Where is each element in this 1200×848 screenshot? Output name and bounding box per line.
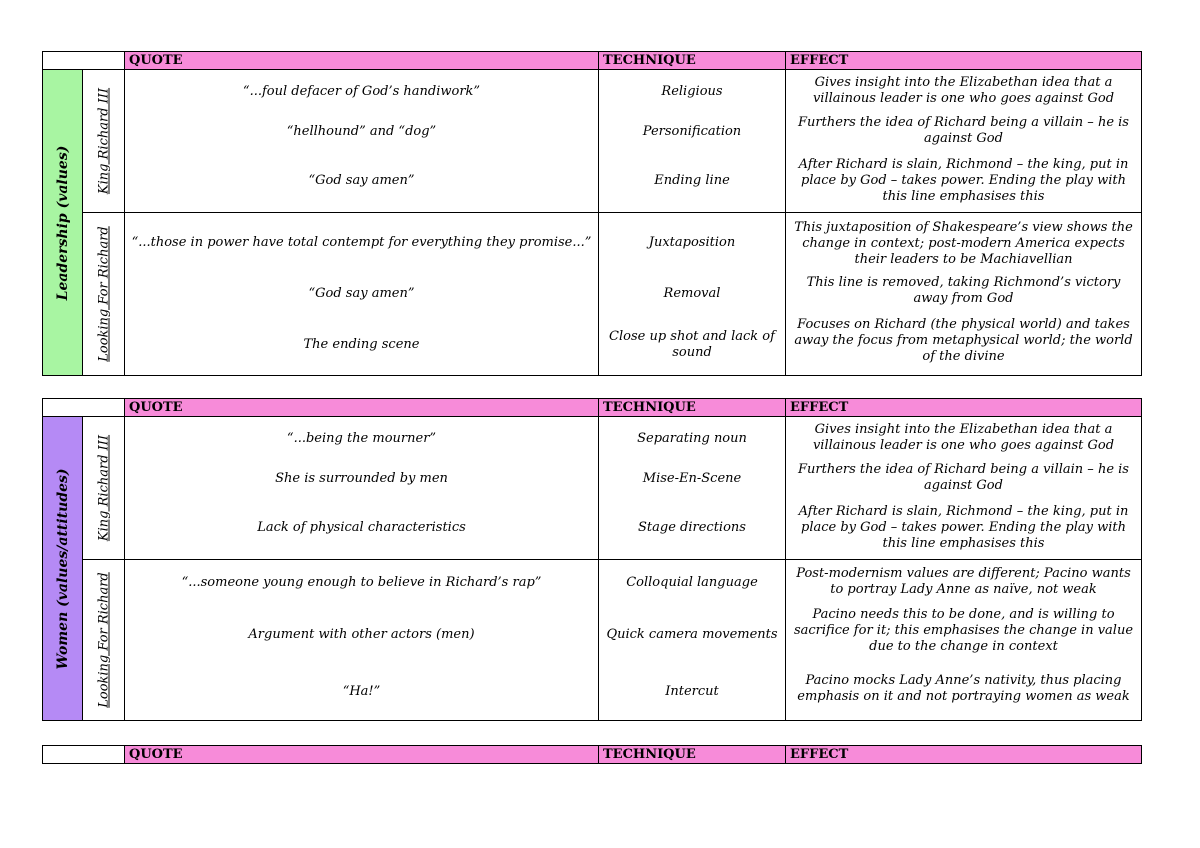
- group-row: [43, 70, 1142, 213]
- text-cell: [83, 417, 125, 560]
- theme-cell-leadership: [43, 70, 83, 376]
- quote-header: QUOTE: [125, 52, 599, 70]
- technique-item: Personification: [642, 124, 742, 139]
- quote-cell: [125, 213, 599, 376]
- effect-header: EFFECT: [786, 746, 1142, 764]
- group-row: [43, 417, 1142, 560]
- technique-header: TECHNIQUE: [599, 746, 786, 764]
- effect-item: After Richard is slain, Richmond – the king, put in place by God – takes power. Ending the play with this line emphasises this: [798, 157, 1129, 204]
- effect-item: Focuses on Richard (the physical world) and takes away the focus from metaphysical world; the world of the divine: [794, 317, 1133, 364]
- effect-header: EFFECT: [786, 52, 1142, 70]
- theme-cell-women: [43, 417, 83, 721]
- quote-item: “...those in power have total contempt for everything they promise...”: [131, 235, 592, 250]
- quote-item: “hellhound” and “dog”: [286, 124, 437, 139]
- effect-item: Pacino mocks Lady Anne’s nativity, thus placing emphasis on it and not portraying women as weak: [797, 673, 1130, 704]
- effect-item: Gives insight into the Elizabethan idea that a villainous leader is one who goes against God: [812, 75, 1115, 106]
- theme-label: Leadership (values): [54, 145, 71, 300]
- technique-header: TECHNIQUE: [599, 399, 786, 417]
- technique-item: Religious: [661, 84, 723, 99]
- quote-header: QUOTE: [125, 399, 599, 417]
- effect-item: Post-modernism values are different; Pacino wants to portray Lady Anne as naïve, not weak: [796, 566, 1131, 597]
- quote-item: “Ha!”: [342, 684, 381, 699]
- effect-item: This line is removed, taking Richmond’s victory away from God: [806, 275, 1121, 306]
- header-row: [43, 52, 1142, 70]
- quote-item: Lack of physical characteristics: [257, 520, 466, 535]
- text-cell: [83, 70, 125, 213]
- quote-item: “God say amen”: [308, 286, 415, 301]
- quote-cell: [125, 417, 599, 560]
- technique-header: TECHNIQUE: [599, 52, 786, 70]
- effect-item: Pacino needs this to be done, and is willing to sacrifice for it; this emphasises the change in value due to the change in context: [793, 607, 1134, 654]
- quote-item: “...being the mourner”: [286, 431, 437, 446]
- technique-item: Intercut: [665, 684, 719, 699]
- technique-item: Separating noun: [637, 431, 747, 446]
- header-row: [43, 399, 1142, 417]
- quote-item: The ending scene: [303, 337, 420, 352]
- effect-cell: [786, 213, 1142, 376]
- effect-header: EFFECT: [786, 399, 1142, 417]
- text-cell: [83, 560, 125, 721]
- quote-cell: [125, 560, 599, 721]
- effect-item: Furthers the idea of Richard being a villain – he is against God: [798, 462, 1129, 493]
- text-label: Looking For Richard: [96, 226, 111, 362]
- quote-item: “...someone young enough to believe in Richard’s rap”: [181, 575, 542, 590]
- group-row: [43, 560, 1142, 721]
- technique-item: Quick camera movements: [606, 627, 778, 642]
- third-table: [42, 745, 1142, 764]
- theme-label: Women (values/attitudes): [54, 467, 71, 670]
- technique-cell: [599, 417, 786, 560]
- header-row: [43, 746, 1142, 764]
- text-label: Looking For Richard: [96, 572, 111, 708]
- quote-header: QUOTE: [125, 746, 599, 764]
- technique-cell: [599, 213, 786, 376]
- text-label: King Richard III: [96, 87, 111, 195]
- women-table: [42, 398, 1142, 721]
- technique-item: Stage directions: [638, 520, 746, 535]
- effect-cell: [786, 560, 1142, 721]
- quote-item: She is surrounded by men: [275, 471, 448, 486]
- group-row: [43, 213, 1142, 376]
- header-blank-cell: [43, 399, 125, 417]
- effect-cell: [786, 70, 1142, 213]
- effect-item: After Richard is slain, Richmond – the king, put in place by God – takes power. Ending the play with this line emphasises this: [798, 504, 1129, 551]
- technique-item: Juxtaposition: [648, 235, 736, 250]
- technique-item: Removal: [663, 286, 721, 301]
- quote-item: Argument with other actors (men): [248, 627, 475, 642]
- technique-cell: [599, 560, 786, 721]
- effect-item: Furthers the idea of Richard being a villain – he is against God: [798, 115, 1129, 146]
- technique-cell: [599, 70, 786, 213]
- technique-item: Mise-En-Scene: [642, 471, 742, 486]
- quote-item: “...foul defacer of God’s handiwork”: [242, 84, 481, 99]
- technique-item: Colloquial language: [626, 575, 758, 590]
- leadership-table: [42, 51, 1142, 376]
- technique-item: Ending line: [654, 173, 730, 188]
- effect-cell: [786, 417, 1142, 560]
- header-blank-cell: [43, 52, 125, 70]
- quote-cell: [125, 70, 599, 213]
- effect-item: Gives insight into the Elizabethan idea that a villainous leader is one who goes against God: [812, 422, 1115, 453]
- text-cell: [83, 213, 125, 376]
- effect-item: This juxtaposition of Shakespeare’s view shows the change in context; post-modern America expects their leaders to be Machiavellian: [794, 220, 1133, 267]
- quote-item: “God say amen”: [308, 173, 415, 188]
- text-label: King Richard III: [96, 434, 111, 542]
- header-blank-cell: [43, 746, 125, 764]
- technique-item: Close up shot and lack of sound: [609, 329, 775, 360]
